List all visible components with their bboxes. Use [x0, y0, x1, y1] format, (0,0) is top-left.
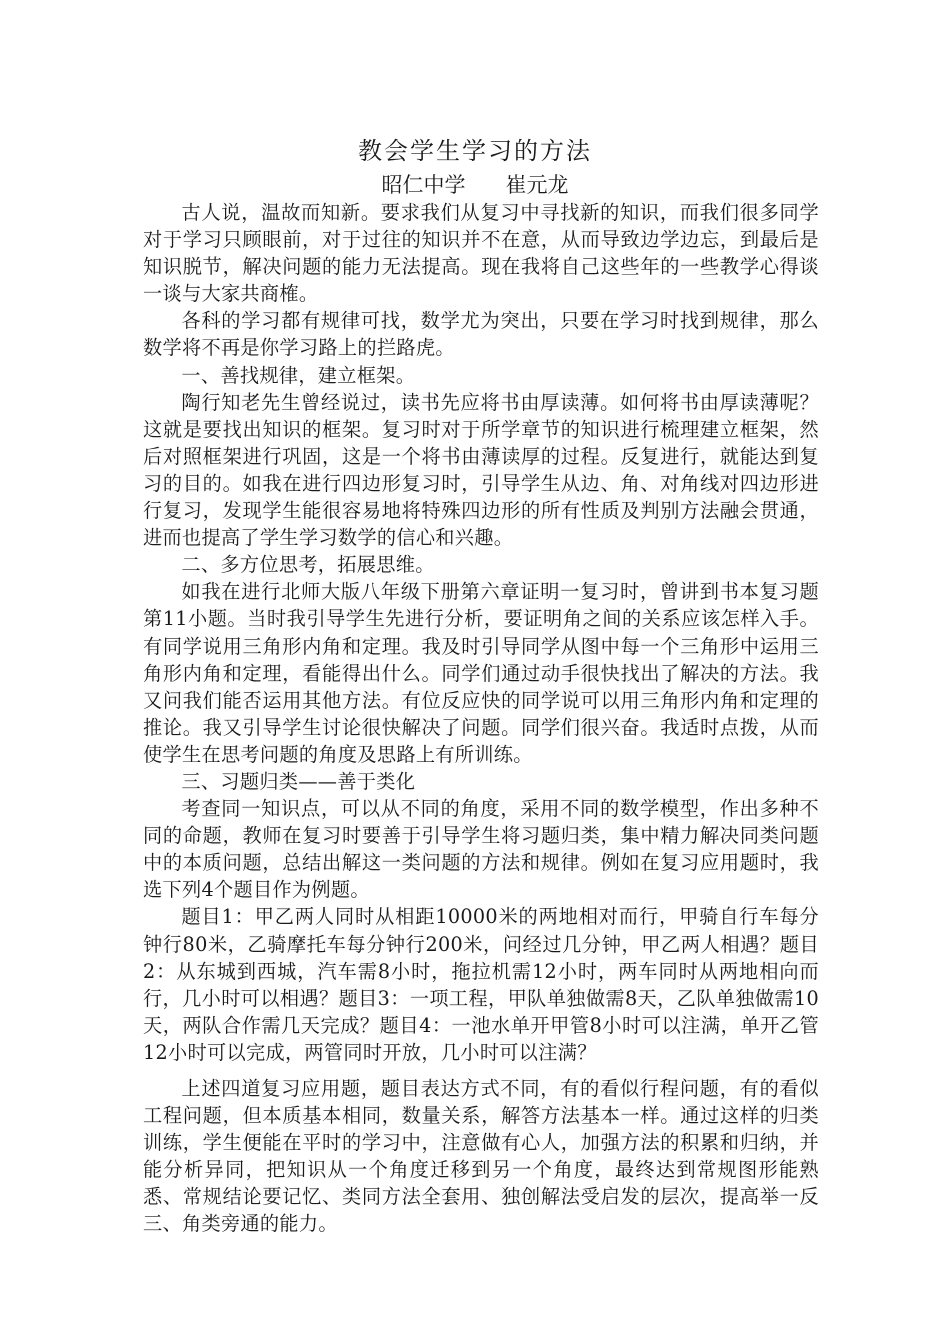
- section-heading-2: 二、多方位思考，拓展思维。: [181, 553, 435, 577]
- paragraph-summary: 上述四道复习应用题，题目表达方式不同，有的看似行程问题，有的看似工程问题，但本质基本相同，数量关系，解答方法基本一样。通过这样的归类训练，学生便能在平时的学习中，注意做有心人，加强方法的积累和归纳，并能分析异同，把知识从一个角度迁移到另一个角度，最终达到常规图形能熟悉、常规结论要记忆、类同方法全套用、独创解法受启发的层次，提高举一反三、角类旁通的能力。: [143, 1077, 819, 1236]
- document-body: [143, 199, 819, 1238]
- paragraph-intro: 古人说，温故而知新。要求我们从复习中寻找新的知识，而我们很多同学对于学习只顾眼前，对于过往的知识并不在意，从而导致边学边忘，到最后是知识脱节，解决问题的能力无法提高。现在我将自己这些年的一些教学心得谈一谈与大家共商榷。: [143, 201, 819, 306]
- author-name: 崔元龙: [505, 173, 569, 197]
- section-heading-3: 三、习题归类——善于类化: [181, 769, 416, 793]
- paragraph-framework: 陶行知老先生曾经说过，读书先应将书由厚读薄。如何将书由厚读薄呢？这就是要找出知识的框架。复习时对于所学章节的知识进行梳理建立框架，然后对照框架进行巩固，这是一个将书由薄读厚的过程。反复进行，就能达到复习的目的。如我在进行四边形复习时，引导学生从边、角、对角线对四边形进行复习，发现学生能很容易地将特殊四边形的所有性质及判别方法融会贯通，进而也提高了学生学习数学的信心和兴趣。: [143, 390, 819, 550]
- section-heading-1: 一、善找规律，建立框架。: [181, 363, 416, 387]
- paragraph-rules: 各科的学习都有规律可找，数学尤为突出，只要在学习时找到规律，那么数学将不再是你学习路上的拦路虎。: [143, 309, 819, 360]
- school-name: 昭仁中学: [381, 173, 466, 197]
- document-title: 教会学生学习的方法: [358, 137, 592, 165]
- paragraph-problems: 题目1：甲乙两人同时从相距10000米的两地相对而行，甲骑自行车每分钟行80米，乙骑摩托车每分钟行200米，问经过几分钟，甲乙两人相遇？题目2：从东城到西城，汽车需8小时，拖拉机需12小时，两车同时从两地相向而行，几小时可以相遇？题目3：一项工程，甲队单独做需8天，乙队单独做需10天，两队合作需几天完成？题目4：一池水单开甲管8小时可以注满，单开乙管12小时可以完成，两管同时开放，几小时可以注满？: [143, 905, 819, 1064]
- paragraph-classify: 考查同一知识点，可以从不同的角度，采用不同的数学模型，作出多种不同的命题，教师在复习时要善于引导学生将习题归类，集中精力解决同类问题中的本质问题，总结出解这一类问题的方法和规律。例如在复习应用题时，我选下列4个题目作为例题。: [143, 797, 819, 902]
- paragraph-thinking: 如我在进行北师大版八年级下册第六章证明一复习时，曾讲到书本复习题第11小题。当时我引导学生先进行分析，要证明角之间的关系应该怎样入手。有同学说用三角形内角和定理。我及时引导同学从图中每一个三角形中运用三角形内角和定理，看能得出什么。同学们通过动手很快找出了解决的方法。我又问我们能否运用其他方法。有位反应快的同学说可以用三角形内角和定理的推论。我又引导学生讨论很快解决了问题。同学们很兴奋。我适时点拨，从而使学生在思考问题的角度及思路上有所训练。: [143, 580, 819, 766]
- byline: [0, 172, 950, 198]
